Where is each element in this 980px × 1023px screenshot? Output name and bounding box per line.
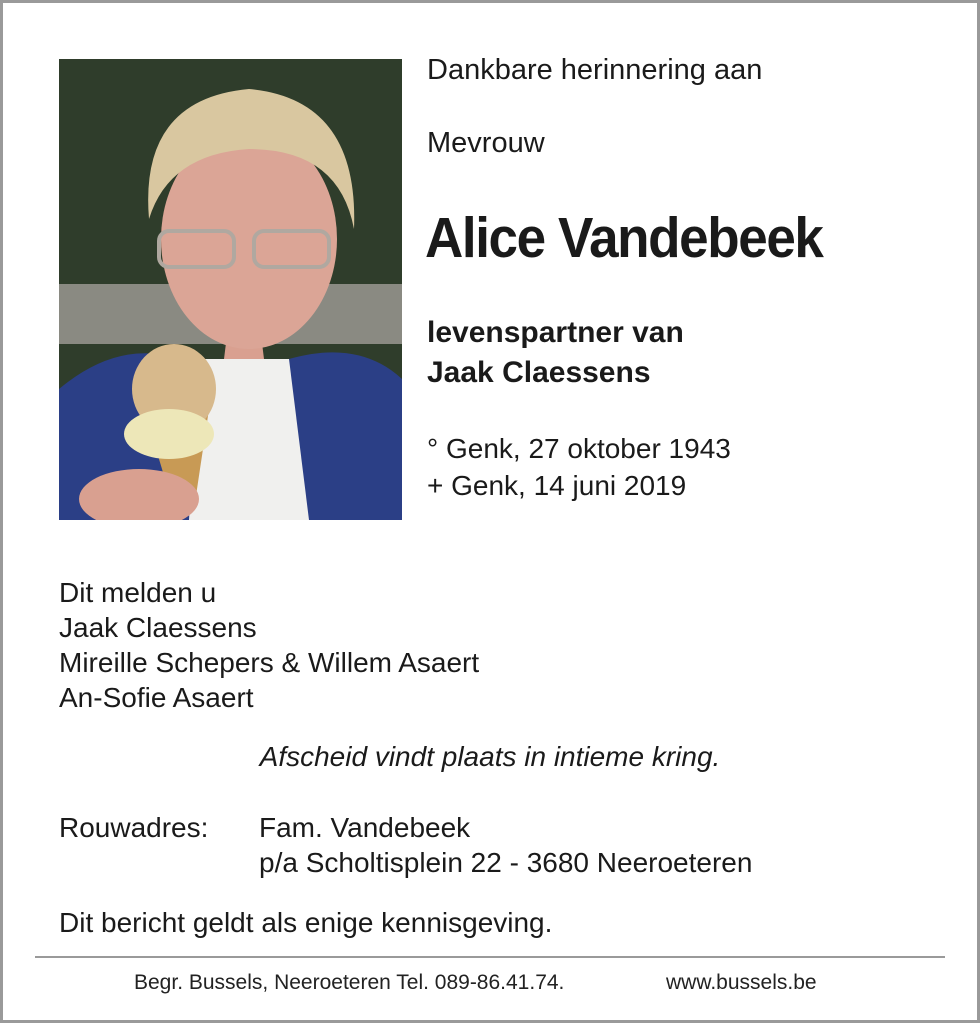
farewell-text: Afscheid vindt plaats in intieme kring. [259, 741, 721, 772]
address-label: Rouwadres: [59, 812, 209, 843]
undertaker-info: Begr. Bussels, Neeroeteren Tel. 089-86.41.74. [134, 971, 565, 994]
birth-info: ° Genk, 27 oktober 1943 [427, 433, 731, 464]
relation-line-1: levenspartner van [427, 316, 684, 349]
intro-text: Dankbare herinnering aan [427, 54, 763, 86]
portrait-photo [59, 59, 402, 520]
address-block [259, 810, 752, 880]
website-link[interactable]: www.bussels.be [666, 971, 817, 994]
relation-line-2: Jaak Claessens [427, 356, 651, 389]
announcer-line: Jaak Claessens [59, 612, 257, 643]
notice-text: Dit bericht geldt als enige kennisgeving. [59, 907, 553, 938]
deceased-name: Alice Vandebeek [425, 206, 823, 270]
footer-divider [35, 956, 945, 958]
announcer-line: An-Sofie Asaert [59, 682, 254, 713]
honorific: Mevrouw [427, 127, 545, 159]
address-line: p/a Scholtisplein 22 - 3680 Neeroeteren [259, 847, 753, 878]
death-info: + Genk, 14 juni 2019 [427, 470, 687, 501]
announcer-line: Dit melden u [59, 577, 217, 608]
announcer-line: Mireille Schepers & Willem Asaert [59, 647, 480, 678]
announcers-list [59, 575, 479, 715]
address-line: Fam. Vandebeek [259, 812, 471, 843]
